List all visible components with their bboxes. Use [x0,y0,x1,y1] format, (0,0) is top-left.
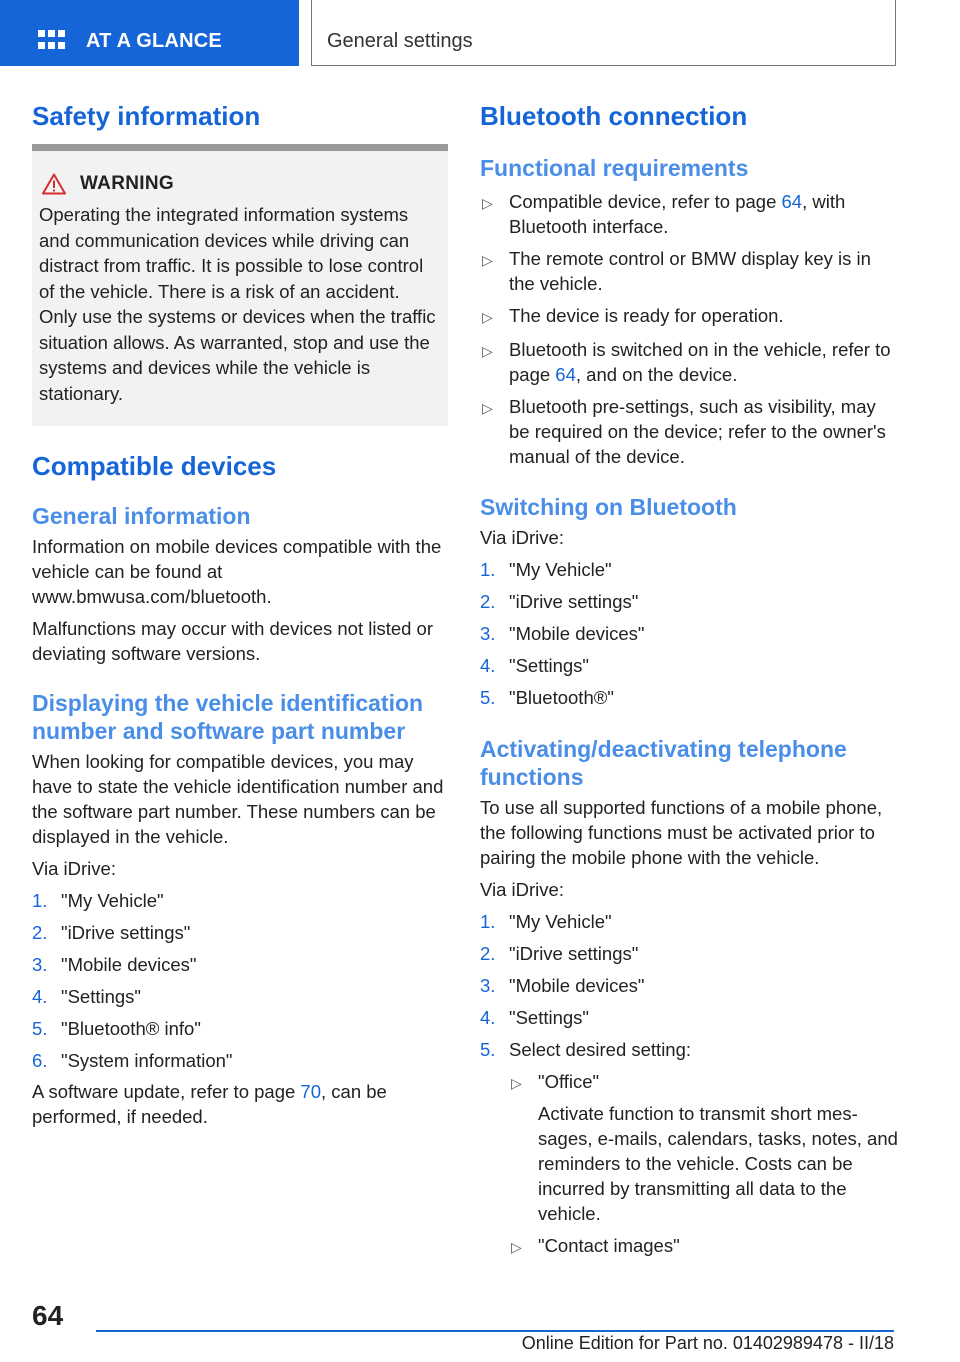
list-item: 5. Select desired setting: ▷ "Office" Activate function to transmit short messages, e-mails, calendars, tasks, notes, and reminders to the vehicle. Costs can be incurred by transmitting all data to the vehicle. ▷ "Contact images" [480,1037,900,1260]
safety-title: Safety information [32,101,261,131]
list-item: ▷ Bluetooth is switched on in the vehicle, refer to page 64, and on the device. [482,339,891,385]
requirements-list [480,189,900,469]
right-column [480,100,900,1260]
triangle-bullet-icon: ▷ [511,1239,522,1255]
section-tab-label: AT A GLANCE [86,30,222,52]
triangle-bullet-icon: ▷ [482,195,493,211]
triangle-bullet-icon: ▷ [511,1075,522,1091]
office-description: Activate function to transmit short messages, e-mails, calendars, tasks, notes, and reminders to the vehicle. Costs can be incurred by transmitting all data to the vehicle. [538,1103,898,1224]
page-number: 64 [32,1300,64,1331]
warning-title: WARNING [80,173,174,194]
edition-text: Online Edition for Part no. 01402989478 - II/18 [521,1333,894,1353]
list-item: 3. "Mobile devices" [480,623,645,644]
triangle-bullet-icon: ▷ [482,309,493,325]
via-idrive-label: Via iDrive: [480,527,564,548]
switch-steps [480,557,900,710]
warning-icon [42,173,66,195]
list-item: 4. "Settings" [32,986,141,1007]
list-item: ▷ Bluetooth pre-settings, such as visibility, may be required on the device; refer to the owner's manual of the device. [482,396,886,467]
warning-box [32,144,448,426]
grid-icon [38,30,66,52]
list-item: 3. "Mobile devices" [32,954,197,975]
compatible-devices-title: Compatible devices [32,451,277,481]
general-info-p2: Malfunctions may occur with devices not listed or deviating software versions. [32,618,434,664]
via-idrive-label: Via iDrive: [480,879,564,900]
list-item: ▷ The device is ready for operation. [480,303,900,330]
list-item [509,1069,900,1226]
functional-requirements-title: Functional requirements [480,155,749,181]
via-idrive-label: Via iDrive: [32,858,116,879]
list-item: 2. "iDrive settings" [480,943,639,964]
triangle-bullet-icon: ▷ [482,343,493,359]
list-item: 1. "My Vehicle" [480,559,612,580]
list-item [509,1233,900,1260]
page-link-64[interactable]: 64 [781,191,803,212]
vin-steps [32,888,448,1073]
list-item: 4. "Settings" [480,655,589,676]
list-item: 3. "Mobile devices" [480,975,645,996]
general-info-p1: Information on mobile devices compatible with the vehicle can be found at www.bmwusa.com/bluetooth. [32,536,442,607]
software-update-text: A software update, refer to page 70, can be performed, if needed. [32,1081,387,1127]
left-column [32,100,448,1129]
list-item: 2. "iDrive settings" [480,591,639,612]
contact-images-label: "Contact images" [538,1235,680,1256]
vin-p1: When looking for compatible devices, you may have to state the vehicle identification number and the software part number. These numbers can be displayed in the vehicle. [32,751,444,847]
warning-header [42,173,442,195]
topic-header [311,0,896,66]
vin-title: Displaying the vehicle identification number and software part number [32,690,424,744]
list-item: 1. "My Vehicle" [480,911,612,932]
page-header [0,0,960,66]
list-item: 2. "iDrive settings" [32,922,191,943]
telephone-functions-title: Activating/deactivating telephone functions [480,736,847,790]
list-item: 5. "Bluetooth® info" [32,1018,201,1039]
topic-label: General settings [327,30,473,52]
warning-text: Operating the integrated information systems and communication devices while driving can distract from traffic. It is possible to lose control of the vehicle. There is a risk of an accident. Only use the systems or devices when the traffic situation allows. As warranted, stop and use the systems and devices while the vehicle is stationary. [39,204,436,404]
page-link-64[interactable]: 64 [555,364,576,385]
list-item: ▷ The remote control or BMW display key is in the vehicle. [482,248,871,294]
section-tab[interactable] [0,0,299,66]
list-item: 4. "Settings" [480,1007,589,1028]
telephone-steps [480,909,900,1260]
page-link-70[interactable]: 70 [300,1081,321,1102]
telephone-functions-p: To use all supported functions of a mobile phone, the following functions must be activated prior to pairing the mobile phone with the vehicle. [480,797,883,868]
general-info-title: General information [32,503,251,529]
list-item: 6. "System information" [32,1050,233,1071]
list-item: ▷ Compatible device, refer to page 64, with Bluetooth interface. [482,191,846,237]
bluetooth-connection-title: Bluetooth connection [480,101,748,131]
switching-on-bluetooth-title: Switching on Bluetooth [480,494,737,520]
list-item: 5. "Bluetooth®" [480,687,614,708]
footer-divider [96,1330,894,1332]
list-item: 1. "My Vehicle" [32,890,164,911]
office-label: "Office" [538,1071,600,1092]
triangle-bullet-icon: ▷ [482,252,493,268]
settings-sub-list [509,1069,900,1260]
triangle-bullet-icon: ▷ [482,400,493,416]
